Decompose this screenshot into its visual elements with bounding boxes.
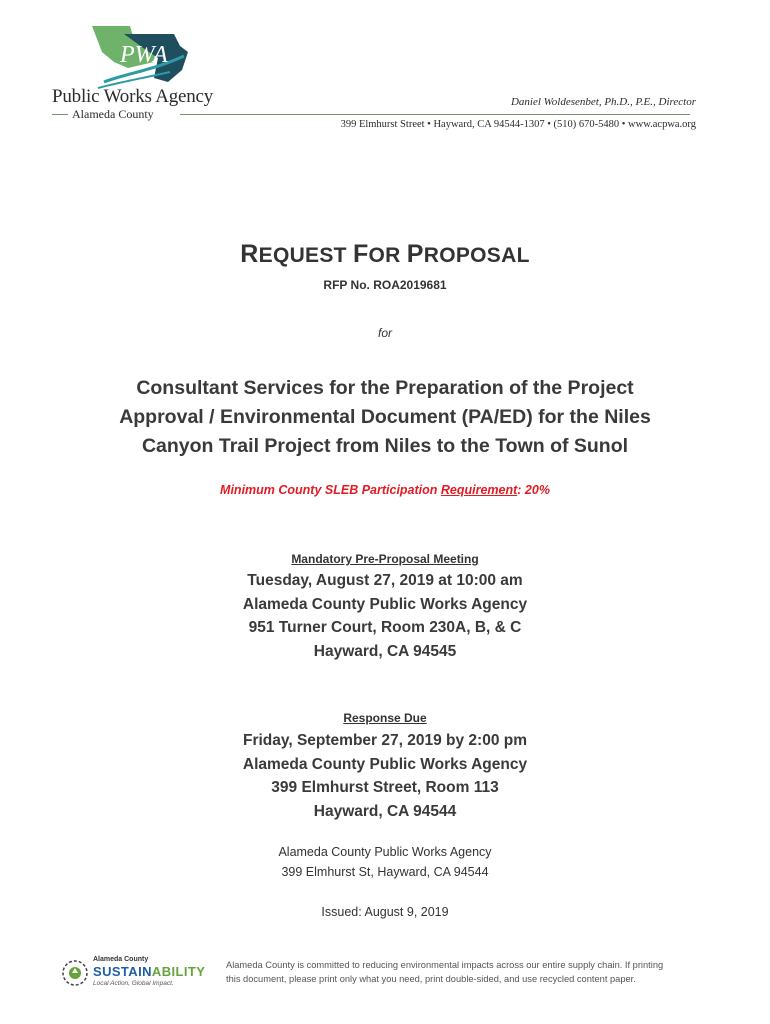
response-line: Hayward, CA 94544 [313, 802, 457, 820]
response-heading: Response Due [343, 711, 427, 725]
meeting-line: Hayward, CA 94545 [313, 642, 457, 660]
director-name: Daniel Woldesenbet, Ph.D., P.E., Director [510, 96, 696, 108]
meeting-line: Tuesday, August 27, 2019 at 10:00 am [247, 572, 523, 589]
document-title: REQUEST FOR PROPOSAL [240, 240, 530, 268]
issued-date: Issued: August 9, 2019 [321, 905, 449, 919]
sleb-requirement: Minimum County SLEB Participation Requirement: 20% [220, 483, 550, 497]
project-title-line: Canyon Trail Project from Niles to the Town of Sunol [141, 435, 629, 457]
agency-name: Public Works Agency [52, 86, 214, 107]
meeting-heading: Mandatory Pre-Proposal Meeting [291, 552, 479, 566]
contact-line: Alameda County Public Works Agency [278, 845, 492, 859]
project-title-line: Consultant Services for the Preparation of the Project [136, 377, 634, 399]
sustainability-globe-icon [60, 958, 90, 988]
contact-line: 399 Elmhurst St, Hayward, CA 94544 [281, 865, 489, 879]
response-line: 399 Elmhurst Street, Room 113 [271, 779, 499, 796]
meeting-line: Alameda County Public Works Agency [242, 595, 528, 613]
sustainability-county: Alameda County [93, 956, 149, 963]
footer-note-line: Alameda County is committed to reducing environmental impacts across our entire supply chain. If printing [226, 960, 664, 970]
pwa-logo-icon [84, 22, 194, 92]
for-label: for [377, 326, 392, 340]
svg-text:PWA: PWA [120, 42, 168, 68]
agency-address: 399 Elmhurst Street • Hayward, CA 94544-1307 • (510) 670-5480 • www.acpwa.org [340, 119, 696, 130]
meeting-line: 951 Turner Court, Room 230A, B, & C [248, 619, 522, 636]
divider-line [52, 114, 68, 115]
footer-note [226, 958, 696, 986]
project-title [0, 374, 770, 461]
contact-address [0, 842, 770, 882]
response-line: Alameda County Public Works Agency [242, 755, 528, 773]
sustainability-tagline: Local Action, Global Impact. [93, 980, 174, 987]
rfp-number: RFP No. ROA2019681 [323, 278, 447, 292]
footer-note-line: this document, please print only what you need, print double-sided, and use recycled content paper. [226, 974, 636, 984]
project-title-line: Approval / Environmental Document (PA/ED) for the Niles [119, 406, 651, 428]
header-divider [180, 114, 690, 115]
county-name: Alameda County [72, 107, 154, 121]
response-details [0, 729, 770, 823]
meeting-details [0, 569, 770, 663]
sustainability-logo-text: SUSTAINABILITY [93, 964, 206, 979]
response-line: Friday, September 27, 2019 by 2:00 pm [242, 732, 527, 749]
